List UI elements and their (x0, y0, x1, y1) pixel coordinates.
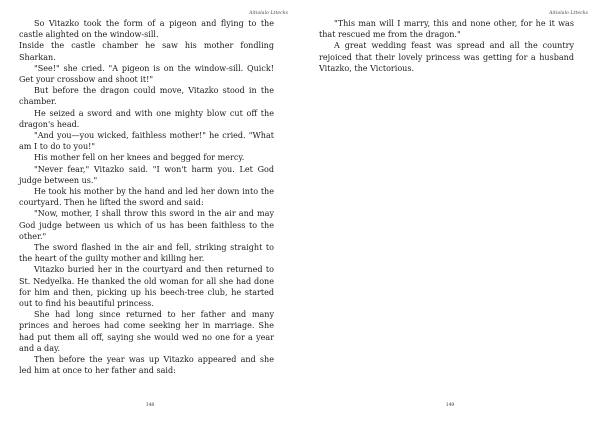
paragraph: "See!" she cried. "A pigeon is on the window-sill. Quick! Get your crossbow and shoot it!" (19, 63, 274, 85)
paragraph: Then before the year was up Vitazko appeared and she led him at once to her father and said: (19, 355, 274, 376)
paragraph: Inside the castle chamber he saw his mother fondling Sharkan. (19, 41, 274, 62)
body-text (19, 18, 274, 377)
paragraph: He took his mother by the hand and led her down into the courtyard. Then he lifted the sword and said: (19, 187, 274, 208)
paragraph: He seized a sword and with one mighty blow cut off the dragon's head. (19, 108, 274, 129)
paragraph: "And you—you wicked, faithless mother!" he cried. "What am I to do to you!" (19, 131, 274, 152)
paragraph: His mother fell on her knees and begged for mercy. (34, 153, 245, 163)
running-head: Aitiolalo Lttecks (249, 11, 288, 16)
paragraph: "Never fear," Vitazko said. "I won't harm you. Let God judge between us." (19, 164, 274, 185)
paragraph: She had long since returned to her father and many princes and heroes had come seeking her in marriage. She had put them all off, saying she would wed no one for a year and a day. (19, 310, 274, 353)
paragraph: "This man will I marry, this and none other, for he it was that rescued me from the dragon." (319, 19, 574, 40)
page-number: 149 (445, 403, 455, 408)
paragraph: So Vitazko took the form of a pigeon and flying to the castle alighted on the window-sill. (19, 19, 274, 40)
paragraph: A great wedding feast was spread and all the country rejoiced that their lovely princess was getting for a husband Vitazko, the Victorious. (319, 41, 574, 73)
paragraph: "Now, mother, I shall throw this sword in the air and may God judge between us which of us has been faithless to the other." (19, 209, 274, 241)
paragraph: But before the dragon could move, Vitazko stood in the chamber. (19, 86, 274, 107)
page-number: 148 (145, 403, 155, 408)
body-text (319, 18, 574, 74)
running-head: Aitiolalo Lttecks (549, 11, 588, 16)
paragraph: The sword flashed in the air and fell, striking straight to the heart of the guilty mother and killing her. (19, 243, 274, 264)
right-page (300, 0, 600, 424)
paragraph: Vitazko buried her in the courtyard and then returned to St. Nedyelka. He thanked the old woman for all she had done for him and then, picking up his beech-tree club, he started out to find his beautiful princess. (19, 265, 274, 309)
